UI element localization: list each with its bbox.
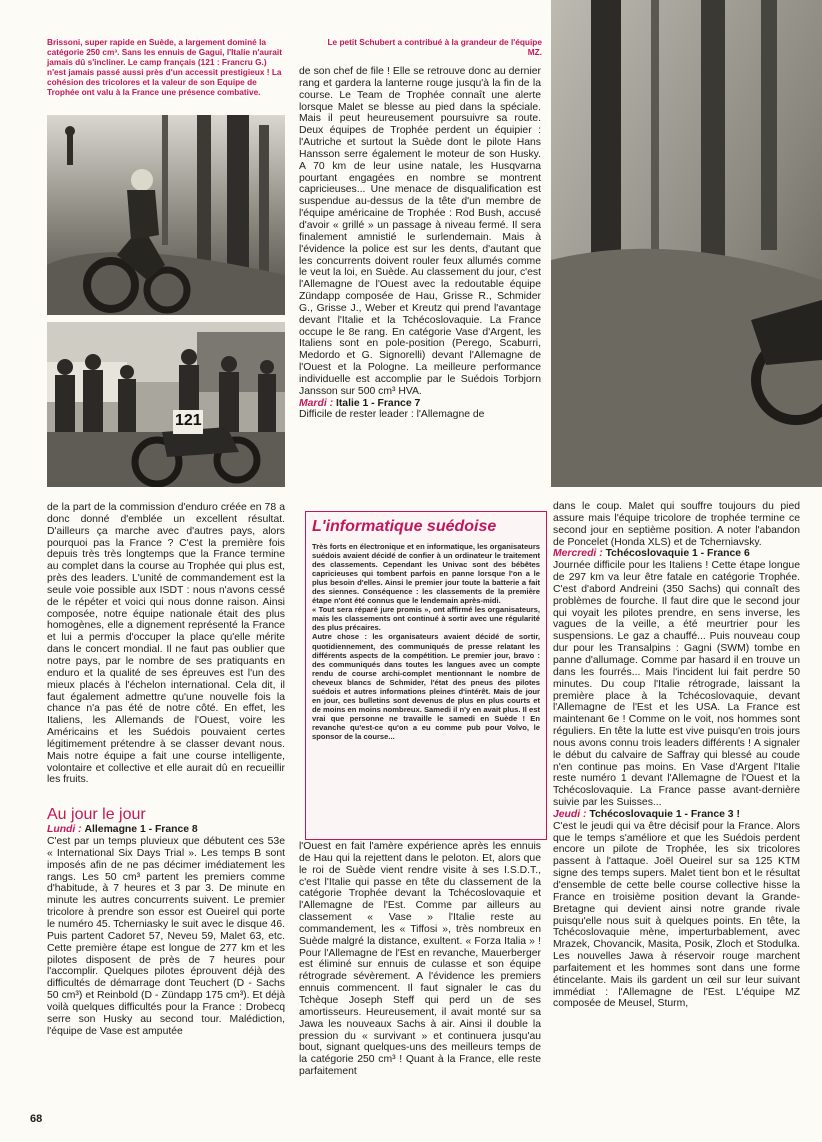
sidebar-paragraph: « Tout sera réparé jure promis », ont affirmé les organisateurs, mais les classements ont continué à sortir avec une régularité des plus précaires.: [312, 605, 540, 633]
rider-among-trees-photo: [551, 0, 822, 487]
sidebar-box: [305, 511, 547, 840]
article-column-middle-bottom: [299, 841, 541, 1078]
article-paragraph: dans le coup. Malet qui souffre toujours du pied assure mais l'équipe tricolore de trophée termine ce second jour en septième position. A noter l'abandon de Poncelet (Honda XLS) et de Tcherniavsky.: [553, 501, 800, 548]
page-number: 68: [30, 1113, 43, 1125]
photo-caption-right: Le petit Schubert a contribué à la grandeur de l'équipe MZ.: [327, 37, 542, 57]
sidebar-title: L'informatique suédoise: [312, 518, 497, 535]
sidebar-paragraph: Autre chose : les organisateurs avaient décidé de sortir, quotidiennement, des communiqués de presse relatant les différents aspects de la compétition. Le premier jour, bravo : des communiqués dans toutes les langues avec un compte rendu de course archi-complet mentionnant le nombre de cheveux blancs de Schmider, l'état des pneus des pilotes suédois et autres informations pleines d'intérêt. Mais de jour en jour, ces bulletins sont devenus de plus en plus courts et de moins en moins nombreux. Samedi il n'y en avait plus. Il est vrai que personne ne travaille le samedi en Suède ! En revanche qu'est-ce qu'on a eu comme pub pour Volvo, le sponsor de la course...: [312, 632, 540, 741]
day-heading-lundi: Lundi :: [47, 824, 82, 836]
day-heading-mardi: Mardi :: [299, 397, 334, 409]
rider-in-forest-photo: [47, 115, 285, 315]
article-paragraph: l'Ouest en fait l'amère expérience après les ennuis de Hau qui la rejettent dans le peloton. Et, alors que le roi de Suède vient rendre visite à ses I.S.D.T., c'est l'Italie qui passe en tête du classement de la catégorie Trophée devant la Tchécoslovaquie et l'Allemagne de l'Est. Comme par ailleurs au classement « Vase » l'Italie reste au commandement, les « Tiffosi », très nombreux en Suède malgré la distance, exultent. « Forza Italia » ! Pour l'Allemagne de l'Est en revanche, Mauerberger est éliminé sur ennuis de culasse et son équipe rétrograde sévèrement. A l'évidence les premiers ennuis commencent. Il faut signaler le cas du Tchèque Joseph Steff qui perd un de ses amortisseurs. Heureusement, il avait monté sur sa Jawa les nouveaux Sachs à air. Ainsi il double la pression du « survivant » et continuera jusqu'au bout, signant quelques-uns des meilleurs temps de la catégorie 250 cm³ ! Quant à la France, elle reste parfaitement: [299, 841, 541, 1078]
paddock-bikes-photo: [47, 322, 285, 487]
result-heading-mardi: Italie 1 - France 7: [335, 397, 421, 409]
article-paragraph: C'est par un temps pluvieux que débutent ces 53e « International Six Days Trial ». Les temps B sont imposés afin de ne pas décimer imédiatement les rangs. Les 50 cm³ partent les premiers comme d'habitude, à 7 heures et 3 par 3. De minute en minute les autres concurrents suivent. Le premier tricolore à prendre son essor est Oueirel qui porte le numéro 45. Tcherniasky le suit avec le disque 46. Puis partent Cadoret 57, Neveu 59, Malet 63, etc. Cette première étape est longue de 277 km et les pilotes disposent de près de 7 heures pour l'accomplir. Quelques pilotes éprouvent déjà des difficultés de démarrage dont Teuchert (D - Sachs 50 cm³) et Reinbold (D - Zündapp 175 cm³). Et déjà voilà quelques difficultés pour la France : Drobecq serre son Husky au second tour. Malédiction, l'équipe de Vase est amputée: [47, 836, 285, 1037]
sidebar-paragraph: Très forts en électronique et en informatique, les organisateurs suédois avaient décidé de confier à un ordinateur le traitement des classements. Cependant les Univac sont des bébêtes capricieuses qui tombent parfois en panne lorsque l'on a le plus besoin d'elles. Ainsi le premier jour toute la batterie a fait des siennes. Conséquence : les classements de la première étape n'ont été connus que le lendemain après-midi.: [312, 542, 540, 606]
article-paragraph: de son chef de file ! Elle se retrouve donc au dernier rang et gardera la lanterne rouge jusqu'à la fin de la course. Le Team de Trophée connaît une alerte lorsque Malet se blesse au pied dans la spéciale. Mais il peut heureusement poursuivre sa route. Deux équipes de Trophée perdent un équipier : l'Autriche et surtout la Suède dont le pilote Hans Hansson serre également le moteur de son Husky. A 70 km de leur usine natale, les Husqvarna pourtant engagées en nombre se montrent capricieuses... Une menace de disqualification est suspendue au-dessus de la tête d'un membre de l'équipe américaine de Trophée : Rod Bush, accusé d'avoir « grillé » un passage à niveau fermé. Il sera finalement amnistié le surlendemain. Mais à l'évidence la police est sur les dents, d'autant que les concurrents doivent rouler feux allumés comme le veut la loi, en Suède. Au classement du jour, c'est l'Allemagne de l'Ouest avec la redoutable équipe Zündapp composée de Hau, Grisse R., Schmider G., Grisse J., Weber et Kreutz qui prend l'avantage devant l'Italie et la Tchécoslovaquie. La France occupe le 8e rang. En catégorie Vase d'Argent, les Italiens sont en pole-position (Perego, Scaburri, Medordo et G. Signorelli) devant l'Allemagne de l'Ouest et la Pologne. La meilleure performance individuelle est accomplie par le Suédois Torbjorn Jansson sur 500 cm³ HVA.: [299, 66, 541, 397]
result-heading-lundi: Allemagne 1 - France 8: [84, 824, 198, 836]
article-column-middle-top: [299, 66, 541, 421]
forest-illustration: [551, 0, 822, 487]
plate-number: 121: [175, 412, 202, 429]
photo-caption-left: Brissoni, super rapide en Suède, a largement dominé la catégorie 250 cm³. Sans les ennuis de Gagui, l'Italie n'aurait jamais dû s'incliner. Le camp français (121 : Francru G.) n'est jamais passé aussi près d'un accessit prestigieux ! La cohésion des tricolores et la valeur de son Equipe de Trophée ont valu à la France une présence combative.: [47, 37, 282, 97]
rider-in-forest-illustration: [47, 115, 285, 315]
paddock-illustration: [47, 322, 285, 487]
sidebar-body: [312, 542, 540, 741]
article-paragraph: C'est le jeudi qui va être décisif pour la France. Alors que le temps s'améliore et que les Suédois perdent encore un pilote de Trophée, les six tricolores passent à l'attaque. Joël Oueirel sur sa 125 KTM signe des temps supers. Malet tient bon et le résultat d'ensemble de cette belle course collective hisse la France en troisième position devant la Grande-Bretagne qui devient ainsi notre grande rivale puisqu'elle nous suit à quelques points. En tête, la Tchécoslovaquie mène, imperturbablement, avec Mrazek, Chovancik, Masita, Posik, Zloch et Stodulka. Les nouvelles Jawa à réservoir rouge marchent parfaitement et les hommes sont dans une forme étincelante. Mais ils gardent un œil sur leur suivant immédiat : l'Allemagne de l'Est. L'équipe MZ composée de Meusel, Sturm,: [553, 820, 800, 1010]
section-title: Au jour le jour: [47, 806, 146, 824]
result-heading-jeudi: Tchécoslovaquie 1 - France 3 !: [589, 808, 740, 820]
article-paragraph: de la part de la commission d'enduro créée en 78 a donc donné d'emblée un excellent résultat. D'ailleurs ça marche avec d'autres pays, alors pourquoi pas la France ? C'est la première fois depuis très très longtemps que la France termine au complet dans la course au Trophée qui plus est, près des leaders. L'unité de commandement est la seule voie possible aux ISDT : nous n'avons cessé de le répéter et voici qui nous donne raison. Ainsi composée, notre équipe nationale était des plus homogènes, elle a dignement représenté la France et lui a permis d'occuper la place qu'elle mérite dans le concert mondial. Il ne faut pas oublier que notre pays, par le nombre de ses pratiquants en enduro et la qualité de ses épreuves est l'un des mieux placés à l'échelon international. Cela dit, il faut également admettre qu'une nouvelle fois la chance n'a pas été de notre côté. En effet, les Italiens, les Allemands de l'Ouest, voire les Américains et les Suédois pouvaient certes légitimement prétendre à se classer devant nous. Mais notre équipe a fait une course intelligente, volontaire et collective et elle aurait dû en recueillir les fruits.: [47, 502, 285, 786]
article-column-left-bottom: [47, 502, 285, 1037]
article-paragraph: Difficile de rester leader : l'Allemagne de: [299, 409, 485, 421]
day-heading-jeudi: Jeudi :: [553, 808, 587, 820]
article-paragraph: Journée difficile pour les Italiens ! Cette étape longue de 297 km va leur être fatale en catégorie Trophée. C'est d'abord Andreini (350 Sachs) qui connaît des problèmes de fourche. Il faut dire que le second jour qui voyait les pilotes prendre, en sens inverse, les vagues de la veille, a été meurtrier pour les suspensions. Le gaz a chauffé... Puis nouveau coup dur pour les Transalpins : Gagni (SWM) tombe en panne d'allumage. Comme par hasard il en trouve un dans les fourrés... Mais l'incident lui fait perdre 50 minutes. Du coup l'Italie rétrograde, laissant la première place à la Tchécoslovaquie, devant l'Allemagne de l'Est et les USA. La France est maintenant 6e ! Comme on le voit, nos hommes sont réguliers. En tête la lutte est vive puisqu'en trois jours nous avons connu trois leaders différents ! A signaler le début du calvaire de Saffray qui blessé au coude n'en continue pas moins. En Vase d'Argent l'Italie reste numéro 1 devant l'Allemagne de l'Ouest et la Tchécoslovaquie. La France passe avant-dernière suivie par les Suisses...: [553, 560, 800, 809]
result-heading-mercredi: Tchécoslovaquie 1 - France 6: [605, 548, 750, 560]
article-column-right-bottom: [553, 501, 800, 1010]
day-heading-mercredi: Mercredi :: [553, 548, 603, 560]
